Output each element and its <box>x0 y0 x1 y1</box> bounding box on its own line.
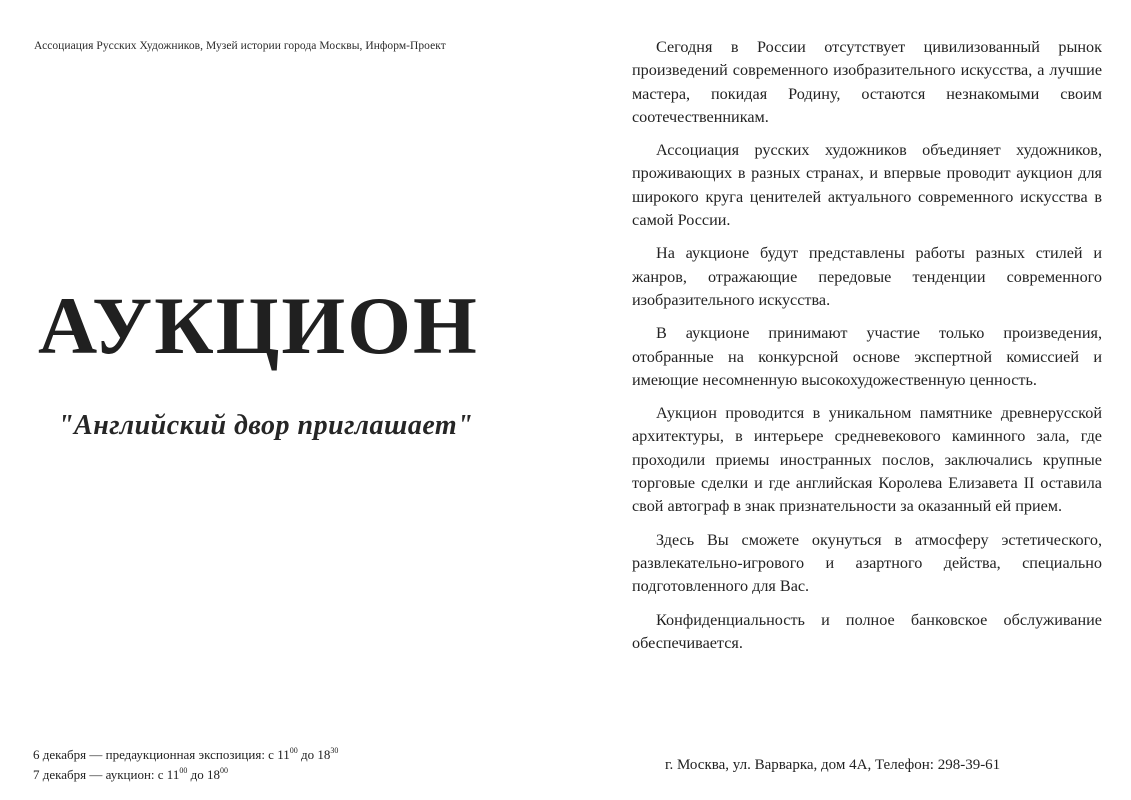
schedule-row-exhibition <box>33 745 493 765</box>
paragraph: Здесь Вы сможете окунуться в атмосферу эстетического, развлекательно-игрового и азартного действа, специально подготовленного для Вас. <box>632 530 1102 596</box>
left-page <box>0 0 565 800</box>
paragraph: Ассоциация русских художников объединяет художников, проживающих в разных странах, и впервые проводит аукцион для широкого круга ценителей актуального современного искусства в самой России. <box>632 141 1102 230</box>
schedule-text: до 18 <box>297 747 331 762</box>
auction-subtitle: "Английский двор приглашает" <box>58 410 474 441</box>
paragraph: Аукцион проводится в уникальном памятнике древнерусской архитектуры, в интерьере средневекового каминного зала, где проходили приемы иностранных послов, заключались крупные торговые сделки и где английская Королева Елизавета II оставила свой автограф в знак признательности за оказанный ей прием. <box>632 404 1102 516</box>
paragraph: Конфиденциальность и полное банковское обслуживание обеспечивается. <box>632 610 1102 652</box>
description-text <box>632 36 1102 665</box>
schedule-text: 6 декабря — предаукционная экспозиция: с 11 <box>33 747 290 762</box>
right-page <box>565 0 1131 800</box>
paragraph: Сегодня в России отсутствует цивилизованный рынок произведений современного изобразительного искусства, а лучшие мастера, покидая Родину, остаются незнакомыми своим соотечественникам. <box>632 38 1102 126</box>
address-line: г. Москва, ул. Варварка, дом 4А, Телефон: 298-39-61 <box>665 757 1001 773</box>
organizers-line: Ассоциация Русских Художников, Музей истории города Москвы, Информ-Проект <box>34 40 446 52</box>
schedule <box>33 745 493 785</box>
schedule-text: 7 декабря — аукцион: с 11 <box>33 767 180 782</box>
auction-title: АУКЦИОН <box>38 280 479 371</box>
schedule-time-sup: 30 <box>330 746 339 755</box>
schedule-time-sup: 00 <box>179 766 188 775</box>
paragraph: В аукционе принимают участие только произведения, отобранные на конкурсной основе экспертной комиссией и имеющие несомненную высокохудожественную ценность. <box>632 324 1102 389</box>
paragraph: На аукционе будут представлены работы разных стилей и жанров, отражающие передовые тенденции современного изобразительного искусства. <box>632 244 1102 309</box>
schedule-time-sup: 00 <box>219 766 228 775</box>
schedule-text: до 18 <box>187 767 220 782</box>
schedule-row-auction <box>33 765 493 785</box>
schedule-time-sup: 00 <box>289 746 298 755</box>
